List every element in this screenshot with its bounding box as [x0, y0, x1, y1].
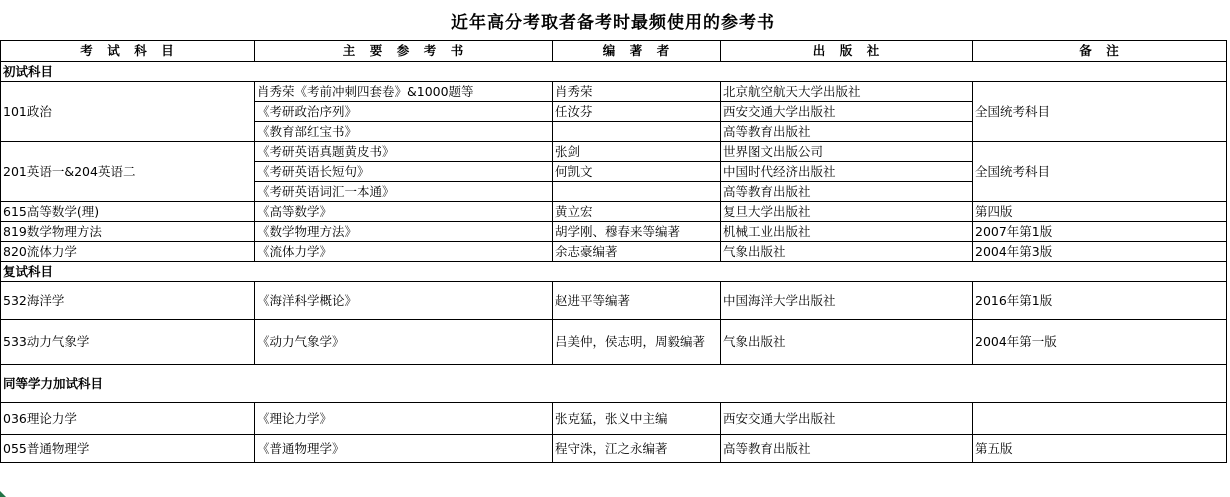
- cell-subject[interactable]: 819数学物理方法: [1, 222, 255, 242]
- cell-publisher[interactable]: 西安交通大学出版社: [721, 102, 973, 122]
- section-label-fushi[interactable]: 复试科目: [1, 262, 1227, 282]
- cell-publisher[interactable]: 高等教育出版社: [721, 435, 973, 463]
- cell-book[interactable]: 《理论力学》: [255, 403, 553, 435]
- cell-book[interactable]: 《考研英语长短句》: [255, 162, 553, 182]
- cell-book[interactable]: 《考研英语词汇一本通》: [255, 182, 553, 202]
- cell-author[interactable]: [553, 182, 721, 202]
- cell-publisher[interactable]: 气象出版社: [721, 320, 973, 365]
- cell-note[interactable]: 全国统考科目: [973, 142, 1227, 202]
- table-row: [1, 82, 1227, 102]
- cell-subject[interactable]: 201英语一&204英语二: [1, 142, 255, 202]
- cell-author[interactable]: 胡学刚、穆春来等编著: [553, 222, 721, 242]
- cell-book[interactable]: 肖秀荣《考前冲刺四套卷》&1000题等: [255, 82, 553, 102]
- page-title: 近年高分考取者备考时最频使用的参考书: [451, 12, 775, 33]
- header-author[interactable]: 编 著 者: [553, 41, 721, 62]
- cell-subject[interactable]: 533动力气象学: [1, 320, 255, 365]
- cell-book[interactable]: 《海洋科学概论》: [255, 282, 553, 320]
- cell-subject[interactable]: 101政治: [1, 82, 255, 142]
- cell-subject[interactable]: 036理论力学: [1, 403, 255, 435]
- section-row: [1, 262, 1227, 282]
- cell-publisher[interactable]: 机械工业出版社: [721, 222, 973, 242]
- cell-publisher[interactable]: 气象出版社: [721, 242, 973, 262]
- section-row: [1, 365, 1227, 403]
- table-row: [1, 222, 1227, 242]
- cell-book[interactable]: 《考研政治序列》: [255, 102, 553, 122]
- header-publisher[interactable]: 出 版 社: [721, 41, 973, 62]
- cell-publisher[interactable]: 高等教育出版社: [721, 182, 973, 202]
- cell-note[interactable]: 第四版: [973, 202, 1227, 222]
- cell-author[interactable]: 赵进平等编著: [553, 282, 721, 320]
- cell-note[interactable]: 2004年第3版: [973, 242, 1227, 262]
- cell-subject[interactable]: 055普通物理学: [1, 435, 255, 463]
- cell-note[interactable]: 2016年第1版: [973, 282, 1227, 320]
- cell-author[interactable]: 张克猛，张义中主编: [553, 403, 721, 435]
- cell-book[interactable]: 《高等数学》: [255, 202, 553, 222]
- table-row: [1, 282, 1227, 320]
- cell-note[interactable]: [973, 403, 1227, 435]
- cell-note[interactable]: 2007年第1版: [973, 222, 1227, 242]
- cell-book[interactable]: 《教育部红宝书》: [255, 122, 553, 142]
- cell-author[interactable]: 何凯文: [553, 162, 721, 182]
- table-row: [1, 403, 1227, 435]
- section-row: [1, 62, 1227, 82]
- section-label-chushi[interactable]: 初试科目: [1, 62, 1227, 82]
- cell-author[interactable]: 黄立宏: [553, 202, 721, 222]
- cell-publisher[interactable]: 高等教育出版社: [721, 122, 973, 142]
- cell-book[interactable]: 《考研英语真题黄皮书》: [255, 142, 553, 162]
- cell-author[interactable]: 任汝芬: [553, 102, 721, 122]
- header-book[interactable]: 主 要 参 考 书: [255, 41, 553, 62]
- cell-publisher[interactable]: 中国时代经济出版社: [721, 162, 973, 182]
- table-row: [1, 242, 1227, 262]
- header-subject[interactable]: 考 试 科 目: [1, 41, 255, 62]
- cell-note[interactable]: 2004年第一版: [973, 320, 1227, 365]
- cell-book[interactable]: 《动力气象学》: [255, 320, 553, 365]
- reference-book-table: [0, 40, 1227, 463]
- cell-book[interactable]: 《流体力学》: [255, 242, 553, 262]
- cell-subject[interactable]: 532海洋学: [1, 282, 255, 320]
- cell-note[interactable]: 第五版: [973, 435, 1227, 463]
- table-row: [1, 202, 1227, 222]
- cell-author[interactable]: 程守洙，江之永编著: [553, 435, 721, 463]
- cell-author[interactable]: 张剑: [553, 142, 721, 162]
- cell-publisher[interactable]: 复旦大学出版社: [721, 202, 973, 222]
- header-row: [1, 41, 1227, 62]
- table-row: [1, 435, 1227, 463]
- section-label-tongdeng[interactable]: 同等学力加试科目: [1, 365, 1227, 403]
- header-note[interactable]: 备 注: [973, 41, 1227, 62]
- table-row: [1, 142, 1227, 162]
- cell-publisher[interactable]: 世界图文出版公司: [721, 142, 973, 162]
- cell-publisher[interactable]: 中国海洋大学出版社: [721, 282, 973, 320]
- cell-publisher[interactable]: 北京航空航天大学出版社: [721, 82, 973, 102]
- cell-publisher[interactable]: 西安交通大学出版社: [721, 403, 973, 435]
- cell-subject[interactable]: 615高等数学(理): [1, 202, 255, 222]
- cell-note[interactable]: 全国统考科目: [973, 82, 1227, 142]
- cell-author[interactable]: 吕美仲，侯志明，周毅编著: [553, 320, 721, 365]
- table-row: [1, 320, 1227, 365]
- selection-corner-marker: [0, 491, 6, 497]
- cell-book[interactable]: 《数学物理方法》: [255, 222, 553, 242]
- cell-author[interactable]: 余志豪编著: [553, 242, 721, 262]
- cell-author[interactable]: 肖秀荣: [553, 82, 721, 102]
- cell-book[interactable]: 《普通物理学》: [255, 435, 553, 463]
- cell-subject[interactable]: 820流体力学: [1, 242, 255, 262]
- cell-author[interactable]: [553, 122, 721, 142]
